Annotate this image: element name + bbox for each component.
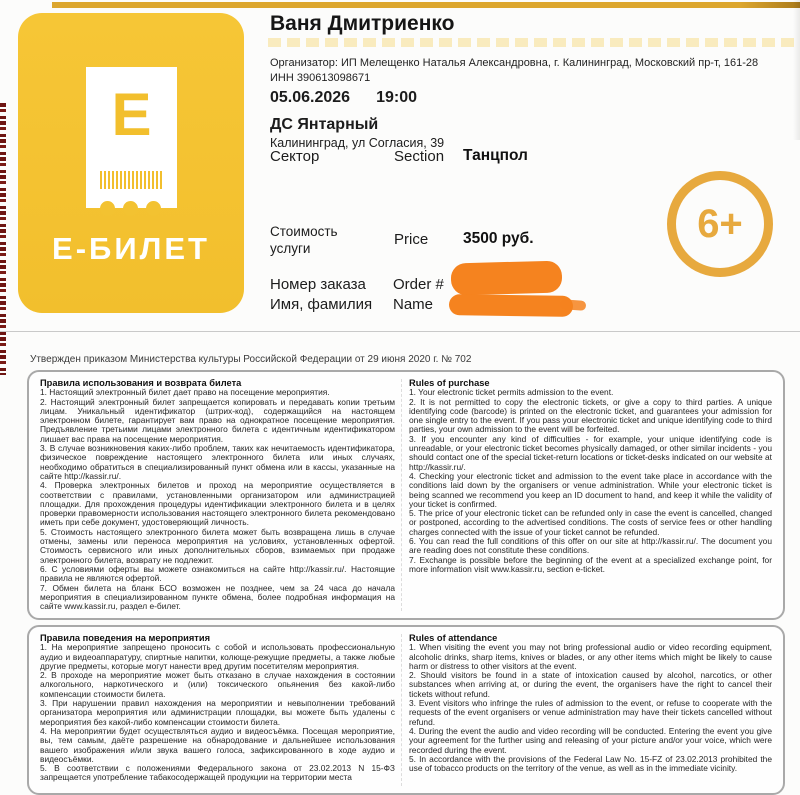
rules-purchase-ru-item: 3. В случае возникновения каких-либо проблем, таких как нечитаемость идентификатора, физическое повреждение настоящего электронного билета или иных случаях, необходимо обратиться в специализированный пункт обмена или в кассы, указанные на сайте http://kassir.ru/.	[40, 443, 395, 481]
watermark-band	[268, 38, 800, 47]
event-title: Ваня Дмитриенко	[270, 12, 455, 35]
top-accent-bar	[52, 2, 800, 8]
event-date: 05.06.2026	[270, 89, 351, 106]
rules-attendance-en-item: 2. Should visitors be found in a state of intoxication caused by alcohol, narcotics, or other substances when arriving at, or during the event, the organisers have the right to cancel their tickets without refund.	[409, 670, 772, 699]
rules-purchase-ru-item: 4. Проверка электронных билетов и проход на мероприятие осуществляется в соответствии с правилами, установленными организатором или администрацией площадки. Для прохождения процедуры идентификации электронного билета и в целях проверки правомерности использования настоящего электронного билета рекомендовано иметь при себе документ, удостоверяющий личность.	[40, 480, 395, 528]
barcode-icon	[100, 171, 163, 189]
venue-name: ДС Янтарный	[270, 116, 379, 133]
rules-purchase-en-item: 2. It is not permitted to copy the electronic tickets, or give a copy to third parties. A unique identifying code (barcode) is printed on the electronic ticket, and guarantees your admission for one single entry to the event. If you pass your electronic ticket and unique identifying code to third parties, your own admission to the event will be forfeited.	[409, 396, 772, 435]
price-label-ru-line2: услуги	[270, 241, 311, 257]
venue-address: Калининград, ул Согласия, 39	[270, 136, 445, 150]
rules-purchase-ru-item: 6. С условиями оферты вы можете ознакомиться на сайте http://kassir.ru/. Настоящие правила не являются офертой.	[40, 563, 395, 584]
horizontal-divider	[0, 331, 800, 332]
clipped-vertical-text-strip	[0, 103, 6, 375]
rules-purchase-ru-column	[40, 379, 395, 611]
rules-purchase-en-item: 6. You can read the full conditions of this offer on our site at http://kassir.ru/. The document you are reading does not constitute these conditions.	[409, 536, 772, 556]
event-datetime	[270, 89, 417, 107]
rules-purchase-ru-title: Правила использования и возврата билета	[40, 379, 242, 388]
rules-of-purchase-box	[27, 370, 785, 620]
rules-purchase-ru-item: 7. Обмен билета на бланк БСО возможен не позднее, чем за 24 часа до начала мероприятия в специализированном пункте обмена, более подробная информация на сайте www.kassir.ru, раздел е-билет.	[40, 582, 395, 611]
price-value: 3500 руб.	[463, 230, 534, 247]
ticket-icon	[86, 67, 177, 208]
rules-attendance-en-item: 1. When visiting the event you may not bring professional audio or video recording equipment, alcoholic drinks, sharp items, knives or blades, or any other items which might be likely to cause harm or distress to other visitors at the event.	[409, 642, 772, 671]
rules-attendance-en-title: Rules of attendance	[409, 634, 498, 643]
column-divider	[401, 634, 402, 786]
rules-attendance-ru-item: 4. На мероприятии будет осуществляться аудио и видеосъёмка. Посещая мероприятие, вы, тем самым, даёте разрешение на обнародование и дальнейшее использования вашего изображения и/или звука вашего голоса, зафиксированного в ходе аудио и видеосъёмки.	[40, 725, 395, 764]
holder-name-redaction	[449, 294, 573, 317]
rules-attendance-ru-item: 1. На мероприятие запрещено проносить с собой и использовать профессиональную аудио и видеоаппаратуру, спиртные напитки, колюще-режущие предметы, а также любые другие предметы, которые могут нанести вред другим посетителям мероприятия.	[40, 642, 395, 671]
rules-attendance-en-item: 3. Event visitors who infringe the rules of admission to the event, or refuse to cooperate with the requests of the event organisers or venue administration may have their tickets cancelled without refund.	[409, 698, 772, 727]
eticket-logo	[18, 13, 244, 313]
rules-of-attendance-box	[27, 625, 785, 795]
ministry-approval-note: Утвержден приказом Министерства культуры Российской Федерации от 29 июня 2020 г. № 702	[30, 354, 472, 365]
organizer-line2: ИНН 390613098671	[270, 71, 371, 84]
age-restriction-badge: 6+	[667, 171, 773, 277]
eticket-letter: E	[111, 81, 152, 148]
sector-label-ru: Сектор	[270, 148, 320, 165]
price-label-ru	[270, 223, 338, 258]
rules-attendance-ru-title: Правила поведения на мероприятия	[40, 634, 210, 643]
price-label-en: Price	[394, 231, 429, 248]
column-divider	[401, 379, 402, 611]
rules-purchase-en-column	[409, 379, 772, 611]
rules-purchase-ru-item: 2. Настоящий электронный билет запрещается копировать и передавать копии третьим лицам. Уникальный идентификатор (штрих-код), содержащийся на настоящем электронном билете, гарантирует вам право на однократное посещение мероприятия. Предъявление третьими лицами электронного билета с идентичным идентификатором лишает вас права на посещение мероприятия.	[40, 396, 395, 444]
name-label-en: Name	[393, 296, 434, 313]
rules-attendance-en-item: 5. In accordance with the provisions of the Federal Law No. 15-FZ of 23.02.2013 prohibited the use of tobacco products on the territory of the venue, as well as in the immediate vicinity.	[409, 753, 772, 774]
event-time: 19:00	[376, 89, 417, 106]
holder-name-redaction-tail	[560, 299, 587, 311]
price-label-ru-line1: Стоимость	[270, 224, 338, 239]
rules-purchase-en-item: 4. Checking your electronic ticket and admission to the event take place in accordance with the conditions laid down by the organisers or venue administration. While your electronic ticket is being scanned we recommend you keep an ID document to hand, and keep it while the validity of your ticket is confirmed.	[409, 470, 772, 509]
rules-purchase-en-item: 3. If you encounter any kind of difficulties - for example, your unique identifying code is unreadable, or your electronic ticket becomes physically damaged, or other similar incidents - you should contact one of the special ticket-return locations or ticket-desks indicated on our website at http://kassir.ru/.	[409, 433, 772, 472]
rules-attendance-ru-item: 3. При нарушении правил нахождения на мероприятии и невыполнении требований организатора мероприятия или администрации площадки, вы можете быть удалены с мероприятия без какой-либо компенсации стоимости билета.	[40, 698, 395, 727]
sector-label-en: Section	[394, 148, 445, 165]
rules-purchase-ru-item: 1. Настоящий электронный билет дает право на посещение мероприятия.	[40, 387, 330, 398]
ticket-notch	[100, 201, 115, 216]
rules-purchase-en-title: Rules of purchase	[409, 379, 490, 388]
sector-value: Танцпол	[463, 147, 528, 164]
ticket-notch	[123, 201, 138, 216]
organizer-line1: Организатор: ИП Мелещенко Наталья Александровна, г. Калининград, Московский пр-т, 161-28	[270, 57, 759, 69]
rules-attendance-ru-column	[40, 634, 395, 786]
eticket-logo-label: Е-БИЛЕТ	[52, 231, 210, 266]
rules-purchase-ru-item: 5. Стоимость настоящего электронного билета может быть возвращена лишь в случае отмены, замены или переноса мероприятия на условиях, установленных офертой. Стоимость сервисного или иных дополнительных сборов, взимаемых при продаже электронного билета, возврату не подлежит.	[40, 526, 395, 565]
rules-attendance-en-column	[409, 634, 772, 786]
scan-edge-shadow	[793, 0, 800, 140]
order-number-redaction	[451, 261, 563, 296]
rules-purchase-en-item: 1. Your electronic ticket permits admission to the event.	[409, 387, 614, 398]
order-label-en: Order #	[393, 276, 444, 293]
rules-purchase-en-item: 5. The price of your electronic ticket can be refunded only in case the event is cancelled, changed or postponed, according to the advertised conditions. The costs of service fees or other handling charges connected with the issue of your ticket cannot be refunded.	[409, 508, 772, 537]
rules-purchase-en-item: 7. Exchange is possible before the beginning of the event at a specialized exchange point, for more information visit www.kassir.ru, section e-ticket.	[409, 554, 772, 574]
rules-attendance-en-item: 4. During the event the audio and video recording will be conducted. Entering the event you give your agreement for the further using and releasing of your picture and/or your voice, which were recorded during the event.	[409, 725, 772, 755]
ticket-notch	[146, 201, 161, 216]
rules-attendance-ru-item: 5. В соответствии с положениями Федерального закона от 23.02.2013 N 15-ФЗ запрещается употребление табакосодержащей продукции на территории места	[40, 763, 395, 783]
rules-attendance-ru-item: 2. В проходе на мероприятие может быть отказано в случае нахождения в состоянии алкогольного, наркотического и (или) токсического опьянения без какой-либо компенсации стоимости билета.	[40, 670, 395, 699]
order-label-ru: Номер заказа	[270, 276, 366, 293]
name-label-ru: Имя, фамилия	[270, 296, 373, 313]
organizer-info	[270, 56, 770, 85]
